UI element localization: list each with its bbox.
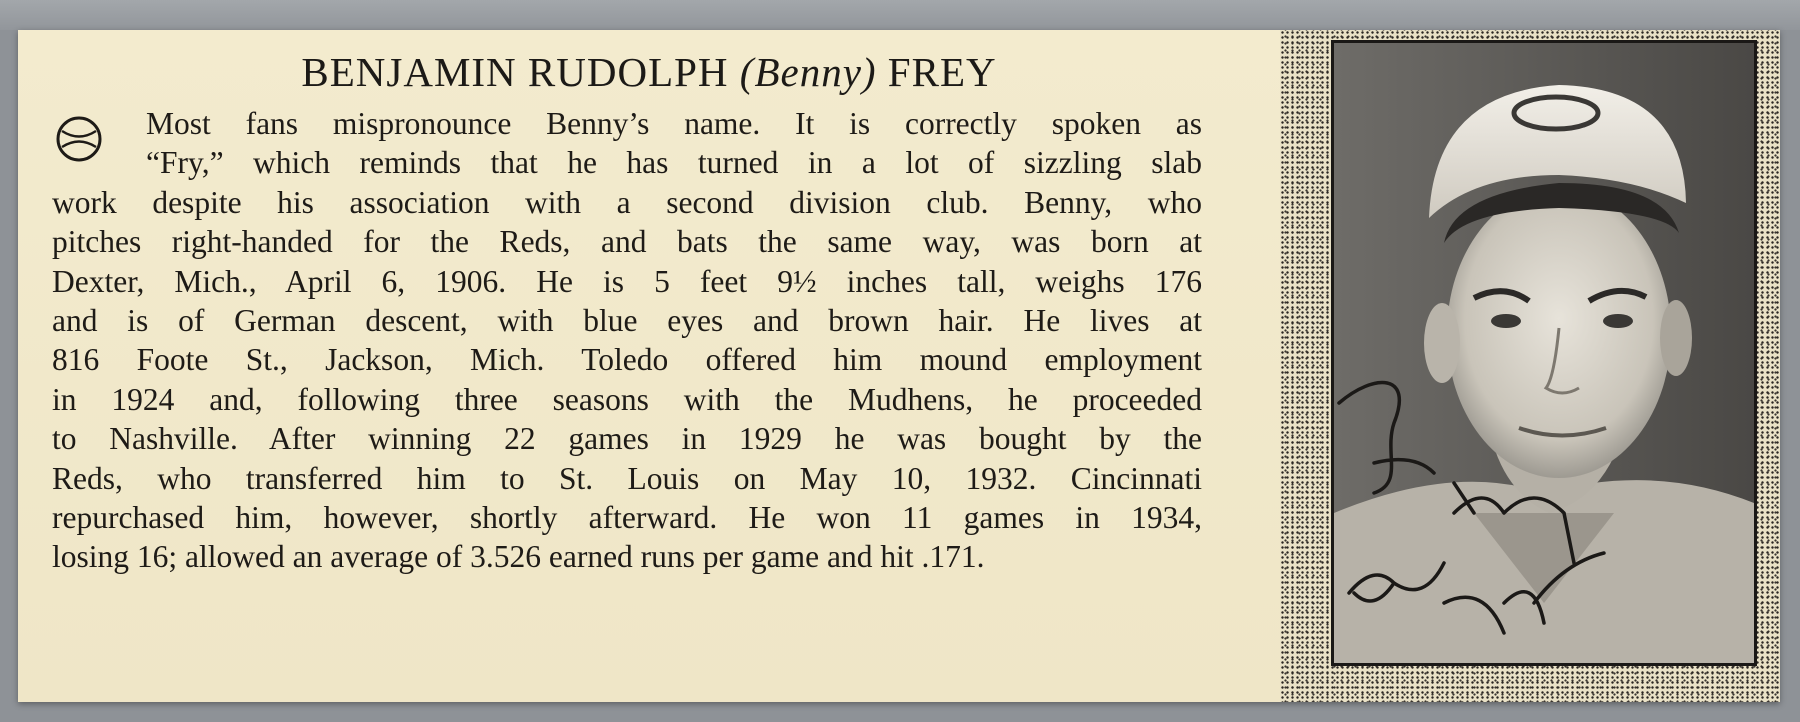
- newspaper-clipping: [18, 30, 1780, 702]
- bio-line: Most fans mispronounce Benny’s name. It is correctly spoken as: [146, 106, 1202, 141]
- bio-line: losing 16; allowed an average of 3.526 earned runs per game and hit .171.: [52, 539, 985, 575]
- nickname: (Benny): [739, 49, 877, 95]
- name-last: FREY: [887, 49, 997, 95]
- player-photo: [1331, 40, 1757, 666]
- bio-line: pitches right-handed for the Reds, and bats the same way, was born at: [52, 224, 1202, 260]
- bio-line: Dexter, Mich., April 6, 1906. He is 5 feet 9½ inches tall, weighs 176: [52, 263, 1202, 299]
- text-panel: [18, 30, 1280, 702]
- bio-line: Reds, who transferred him to St. Louis on May 10, 1932. Cincinnati: [52, 460, 1202, 496]
- bio-line: in 1924 and, following three seasons with the Mudhens, he proceeded: [52, 381, 1202, 417]
- name-first: BENJAMIN RUDOLPH: [301, 49, 729, 95]
- portrait-image: [1334, 43, 1754, 663]
- bio-line: “Fry,” which reminds that he has turned in a lot of sizzling slab: [146, 145, 1202, 181]
- bio-line: 816 Foote St., Jackson, Mich. Toledo offered him mound employment: [52, 342, 1202, 378]
- bio-line: work despite his association with a second division club. Benny, who: [52, 184, 1202, 220]
- bio-line: repurchased him, however, shortly afterward. He won 11 games in 1934,: [52, 500, 1202, 536]
- player-name-heading: [18, 48, 1280, 96]
- bio-line: and is of German descent, with blue eyes and brown hair. He lives at: [52, 303, 1202, 339]
- photo-frame: [1280, 30, 1780, 702]
- biography-text: [52, 104, 1202, 577]
- background: [0, 0, 1800, 30]
- bio-line: to Nashville. After winning 22 games in 1929 he was bought by the: [52, 421, 1202, 457]
